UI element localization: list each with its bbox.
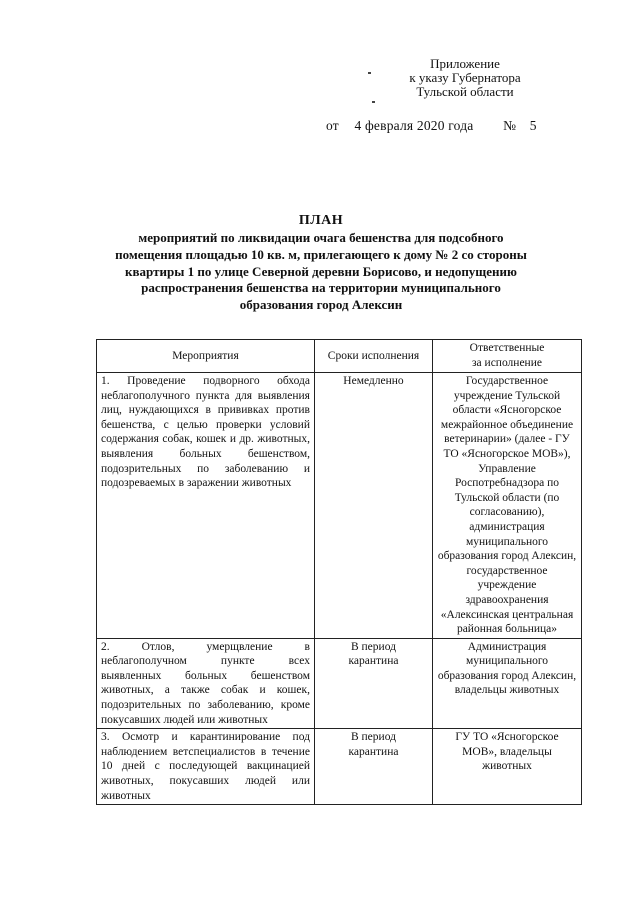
table-header-row [97, 340, 582, 373]
table-row [97, 638, 582, 729]
appendix-block [380, 57, 550, 99]
plan-subtitle-line: помещения площадью 10 кв. м, прилегающего к дому № 2 со стороны [115, 246, 527, 262]
responsible-cell: Государственное учреждение Тульской области «Ясногорское межрайонное объединение ветеринарии» (далее - ГУ ТО «Ясногорское МОВ»), Управление Роспотребнадзора по Тульской области (по согласованию), администрация муниципального образования город Алексин, государственное учреждение здравоохранения «Алексинская центральная районная больница» [433, 373, 582, 639]
term-cell [314, 729, 432, 805]
date-rest: февраля 2020 года [364, 118, 474, 133]
responsible-cell [433, 729, 582, 805]
responsible-text: Администрация муниципального образования город Алексин, владельцы животных [437, 640, 577, 697]
measures-table [96, 339, 582, 805]
appendix-line: к указу Губернатора [409, 70, 521, 85]
table-row [97, 729, 582, 805]
plan-subtitle-line: квартиры 1 по улице Северной деревни Борисово, и недопущению [125, 263, 517, 279]
date-prefix: от [326, 118, 339, 133]
appendix-line: Тульской области [416, 84, 514, 99]
plan-subtitle-line: образования город Алексин [239, 297, 403, 313]
measure-cell: 2. Отлов, умерщвление в неблагополучном пункте всех выявленных больных бешенством животных, а также собак и кошек, подозрительных по заболеванию, кроме покусавших людей или животных [97, 638, 315, 729]
table-row [97, 373, 582, 639]
scan-speck [368, 72, 371, 74]
measure-cell: 3. Осмотр и карантинирование под наблюдением ветспециалистов в течение 10 дней с последующей вакцинацией животных, покусавших людей или животных [97, 729, 315, 805]
term-text: В период карантина [348, 731, 399, 758]
term-cell: Немедленно [314, 373, 432, 639]
plan-title: ПЛАН [298, 213, 344, 228]
plan-title-block [96, 212, 546, 314]
decree-date-line [326, 118, 537, 134]
header-responsible: Ответственные за исполнение [433, 340, 582, 373]
responsible-text: ГУ ТО «Ясногорское МОВ», владельцы животных [455, 731, 559, 773]
number-value: 5 [529, 118, 537, 133]
plan-subtitle-line: мероприятий по ликвидации очага бешенства для подсобного [138, 230, 504, 245]
number-label: № [503, 118, 517, 133]
date-day: 4 [354, 118, 362, 133]
header-measures: Мероприятия [97, 340, 315, 373]
responsible-cell [433, 638, 582, 729]
appendix-line: Приложение [430, 56, 500, 71]
plan-subtitle-line: распространения бешенства на территории муниципального [141, 280, 501, 296]
header-terms: Сроки исполнения [314, 340, 432, 373]
scan-speck [372, 101, 375, 103]
term-text: В период карантина [348, 640, 399, 668]
measure-cell: 1. Проведение подворного обхода неблагополучного пункта для выявления лиц, нуждающихся в прививках против бешенства, с целью проверки условий содержания собак, кошек и др. животных, выявления больных бешенством, подозрительных по заболеванию и подозреваемых в заражении животных [97, 373, 315, 639]
term-cell [314, 638, 432, 729]
